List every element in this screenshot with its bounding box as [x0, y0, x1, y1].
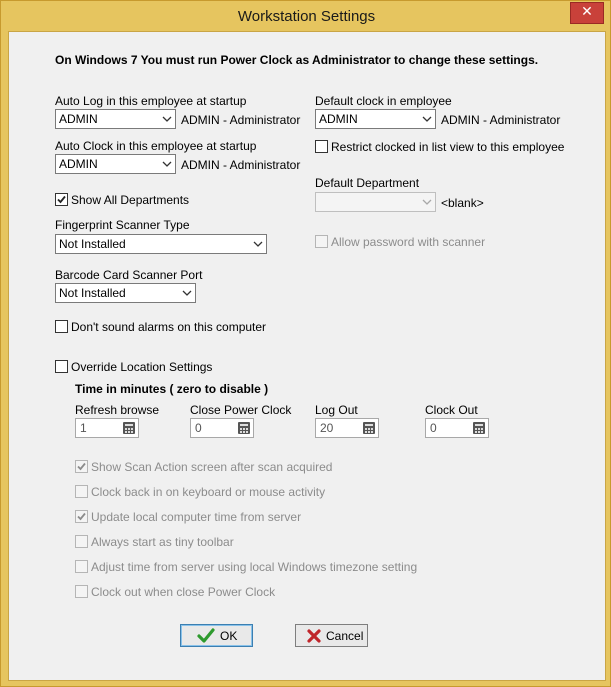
update-local-time-checkbox[interactable]	[75, 510, 88, 523]
chevron-down-icon	[253, 239, 263, 249]
show-all-departments-label: Show All Departments	[71, 193, 190, 207]
checkmark-icon	[76, 511, 87, 522]
update-local-time-label: Update local computer time from server	[91, 510, 302, 524]
close-power-clock-input[interactable]	[190, 418, 254, 438]
title-bar[interactable]	[1, 1, 610, 31]
cancel-button[interactable]	[295, 624, 368, 647]
cancel-button-label: Cancel	[326, 629, 364, 643]
adjust-timezone-checkbox[interactable]	[75, 560, 88, 573]
close-button[interactable]	[570, 2, 604, 24]
show-scan-action-checkbox[interactable]	[75, 460, 88, 473]
clock-out-value: 0	[430, 421, 437, 435]
calculator-icon[interactable]	[122, 421, 136, 435]
restrict-list-view-checkbox[interactable]	[315, 140, 328, 153]
dialog-body	[8, 31, 606, 681]
default-clock-employee-name: ADMIN - Administrator	[441, 113, 561, 127]
clock-back-in-checkbox[interactable]	[75, 485, 88, 498]
chevron-down-icon	[182, 288, 192, 298]
log-out-label: Log Out	[315, 403, 358, 417]
barcode-select[interactable]	[55, 283, 196, 303]
auto-clock-value: ADMIN	[59, 157, 98, 171]
calculator-icon[interactable]	[472, 421, 486, 435]
override-location-label: Override Location Settings	[71, 360, 213, 374]
close-icon: ✕	[581, 4, 593, 20]
checkmark-icon	[76, 461, 87, 472]
refresh-browse-value: 1	[80, 421, 87, 435]
chevron-down-icon	[162, 114, 172, 124]
clock-out-on-close-checkbox[interactable]	[75, 585, 88, 598]
auto-clock-label: Auto Clock in this employee at startup	[55, 139, 257, 153]
log-out-value: 20	[320, 421, 334, 435]
default-clock-select[interactable]	[315, 109, 436, 129]
close-power-clock-label: Close Power Clock	[190, 403, 292, 417]
default-department-select[interactable]	[315, 192, 436, 212]
default-clock-label: Default clock in employee	[315, 94, 452, 108]
refresh-browse-input[interactable]	[75, 418, 139, 438]
clock-out-input[interactable]	[425, 418, 489, 438]
time-section-heading: Time in minutes ( zero to disable )	[75, 382, 269, 396]
window-title: Workstation Settings	[237, 8, 376, 25]
refresh-browse-label: Refresh browse	[75, 403, 160, 417]
fingerprint-select[interactable]	[55, 234, 267, 254]
barcode-label: Barcode Card Scanner Port	[55, 268, 203, 282]
x-icon	[306, 628, 322, 644]
dont-sound-alarms-checkbox[interactable]	[55, 320, 68, 333]
auto-log-value: ADMIN	[59, 112, 98, 126]
clock-out-on-close-label: Clock out when close Power Clock	[91, 585, 276, 599]
allow-password-label: Allow password with scanner	[331, 235, 486, 249]
tiny-toolbar-label: Always start as tiny toolbar	[91, 535, 234, 549]
adjust-timezone-label: Adjust time from server using local Windows timezone setting	[91, 560, 418, 574]
dont-sound-alarms-label: Don't sound alarms on this computer	[71, 320, 267, 334]
barcode-value: Not Installed	[59, 286, 126, 300]
show-scan-action-label: Show Scan Action screen after scan acquired	[91, 460, 333, 474]
close-power-clock-value: 0	[195, 421, 202, 435]
restrict-list-view-label: Restrict clocked in list view to this employee	[331, 140, 565, 154]
admin-notice: On Windows 7 You must run Power Clock as Administrator to change these settings.	[55, 53, 539, 67]
default-department-display: <blank>	[441, 196, 484, 210]
checkmark-icon	[197, 628, 215, 644]
tiny-toolbar-checkbox[interactable]	[75, 535, 88, 548]
show-all-departments-checkbox[interactable]	[55, 193, 68, 206]
chevron-down-icon	[422, 114, 432, 124]
fingerprint-label: Fingerprint Scanner Type	[55, 218, 190, 232]
log-out-input[interactable]	[315, 418, 379, 438]
auto-log-employee-name: ADMIN - Administrator	[181, 113, 301, 127]
ok-button-label: OK	[220, 629, 238, 643]
clock-back-in-label: Clock back in on keyboard or mouse activity	[91, 485, 326, 499]
chevron-down-icon	[422, 197, 432, 207]
allow-password-checkbox[interactable]	[315, 235, 328, 248]
calculator-icon[interactable]	[362, 421, 376, 435]
auto-clock-employee-name: ADMIN - Administrator	[181, 158, 301, 172]
clock-out-label: Clock Out	[425, 403, 478, 417]
calculator-icon[interactable]	[237, 421, 251, 435]
override-location-checkbox[interactable]	[55, 360, 68, 373]
ok-button[interactable]	[180, 624, 253, 647]
auto-log-select[interactable]	[55, 109, 176, 129]
default-department-label: Default Department	[315, 176, 420, 190]
default-clock-value: ADMIN	[319, 112, 358, 126]
chevron-down-icon	[162, 159, 172, 169]
auto-log-label: Auto Log in this employee at startup	[55, 94, 247, 108]
checkmark-icon	[56, 194, 67, 205]
fingerprint-value: Not Installed	[59, 237, 126, 251]
auto-clock-select[interactable]	[55, 154, 176, 174]
